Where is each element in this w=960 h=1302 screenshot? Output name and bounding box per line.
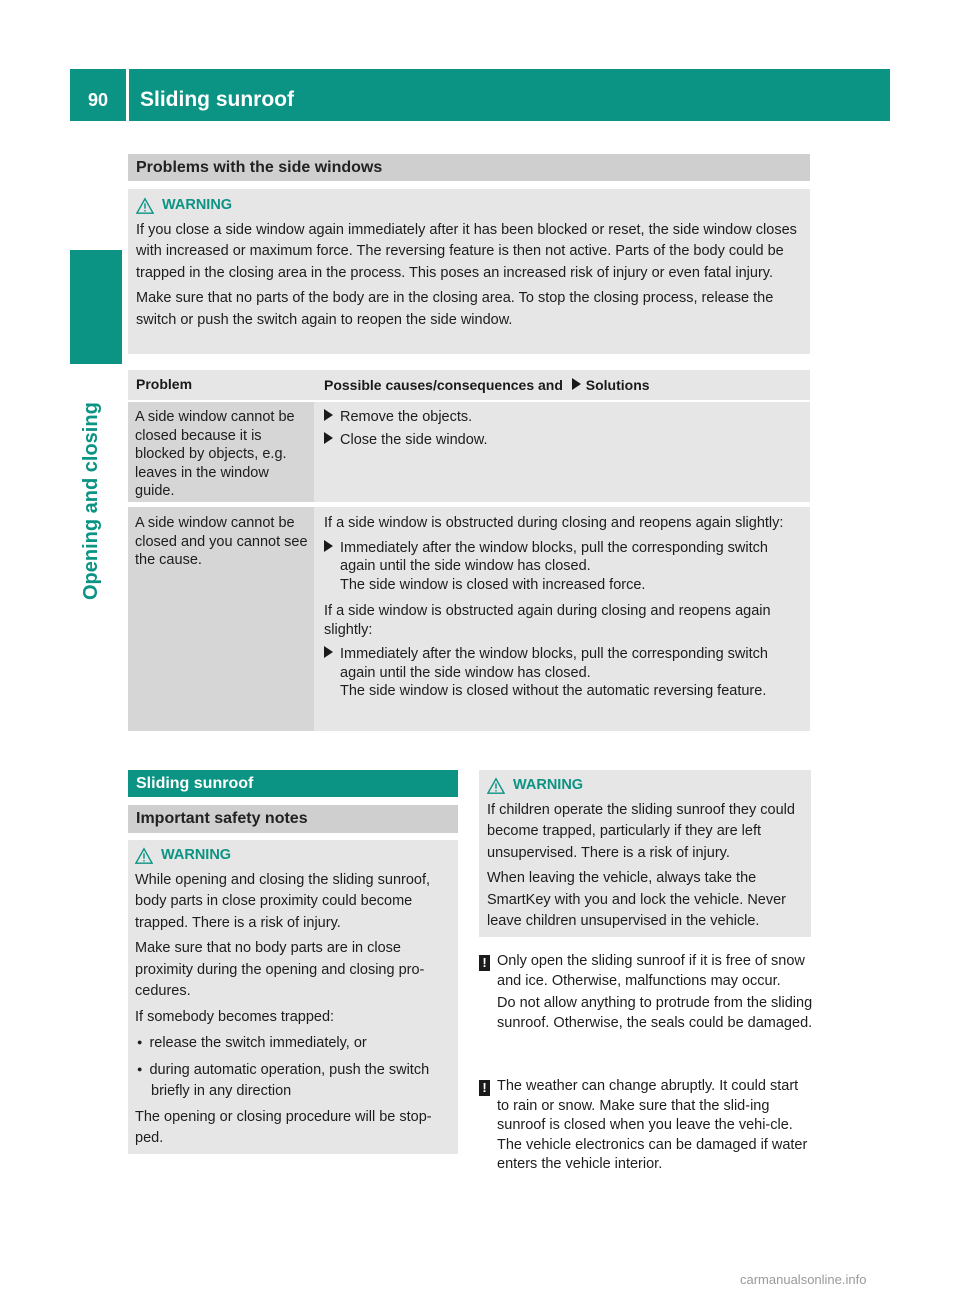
table-row1-problem <box>128 402 314 502</box>
arrow-icon <box>324 409 333 421</box>
table-row2-problem <box>128 507 314 731</box>
solution-step: Remove the objects. <box>324 408 802 427</box>
notice-snow-ice <box>479 952 813 1036</box>
warning-bullet: ● during automatic operation, push the switch briefly in any direction <box>135 1059 451 1103</box>
solution-step: Immediately after the window blocks, pull the corresponding switch again until the side window has closed. <box>324 539 804 576</box>
warning-text: The opening or closing procedure will be stop-ped. <box>135 1108 432 1146</box>
arrow-icon <box>324 646 333 658</box>
arrow-icon <box>572 378 581 390</box>
page-title: Sliding sunroof <box>140 88 294 111</box>
warning-label: WARNING <box>513 777 584 793</box>
warning-text: If you close a side window again immediately after it has been blocked or reset, the side window closes with increased or maximum force. The reversing feature is then not active. Parts of the body could be trapped in the closing area in the process. This poses an increased risk of injury or even fatal injury. <box>136 221 797 281</box>
warning-text: If somebody becomes trapped: <box>135 1008 335 1025</box>
header-divider <box>126 69 129 121</box>
problem-table-header <box>128 370 810 400</box>
section-heading-sliding-sunroof: Sliding sunroof <box>128 770 458 797</box>
notice-weather <box>479 1077 813 1178</box>
chapter-tab-marker <box>70 250 122 364</box>
arrow-icon <box>324 432 333 444</box>
warning-text: When leaving the vehicle, always take the SmartKey with you and lock the vehicle. Never leave children unsupervised in the vehicle. <box>487 870 786 929</box>
table-row1-solutions <box>314 402 810 502</box>
warning-label: WARNING <box>161 847 232 863</box>
section-heading-side-windows: Problems with the side windows <box>128 154 810 181</box>
warning-title <box>135 845 451 867</box>
exclamation-icon: ! <box>479 1080 490 1096</box>
notice-text: ! Only open the sliding sunroof if it is free of snow and ice. Otherwise, malfunctions may occur. <box>479 952 813 991</box>
solution-note: The side window is closed with increased force. <box>340 576 646 593</box>
table-header-solutions <box>324 377 650 393</box>
solution-step: Close the side window. <box>324 431 802 450</box>
table-header-causes: Possible causes/consequences and <box>324 377 563 393</box>
page-number: 90 <box>87 90 109 110</box>
warning-text: If children operate the sliding sunroof they could become trapped, particularly if they are left unsupervised. There is a risk of injury. <box>487 801 795 861</box>
table-row2-solutions <box>314 507 810 731</box>
solution-intro: If a side window is obstructed during closing and reopens again slightly: <box>324 515 784 531</box>
warning-triangle-icon <box>135 847 153 865</box>
problem-text: A side window cannot be closed because it is blocked by objects, e.g. leaves in the window guide. <box>135 409 295 499</box>
warning-title <box>487 775 803 797</box>
solution-step: Immediately after the window blocks, pull the corresponding switch again until the side window has closed. <box>324 645 804 682</box>
warning-box-sunroof <box>128 840 458 1154</box>
notice-text: Do not allow anything to protrude from the sliding sunroof. Otherwise, the seals could be damaged. <box>497 995 813 1031</box>
chapter-tab-label: Opening and closing <box>80 402 102 600</box>
exclamation-icon: ! <box>479 955 490 971</box>
page-header <box>70 69 890 121</box>
warning-text: While opening and closing the sliding sunroof, body parts in close proximity could become trapped. There is a risk of injury. <box>135 871 431 931</box>
warning-text: Make sure that no parts of the body are in the closing area. To stop the closing process, release the switch or push the switch again to reopen the side window. <box>136 290 774 328</box>
warning-triangle-icon <box>136 197 154 215</box>
solution-note: The side window is closed without the automatic reversing feature. <box>340 683 767 699</box>
warning-label: WARNING <box>162 197 233 213</box>
warning-triangle-icon <box>487 777 505 795</box>
warning-box-children <box>479 770 811 937</box>
warning-bullet: ● release the switch immediately, or <box>135 1032 451 1055</box>
table-header-problem: Problem <box>136 376 193 392</box>
arrow-icon <box>324 540 333 552</box>
table-header-solutions-label: Solutions <box>585 377 650 393</box>
solution-intro: If a side window is obstructed again during closing and reopens again slightly: <box>324 603 771 638</box>
notice-text: ! The weather can change abruptly. It could start to rain or snow. Make sure that the slid-ing sunroof is closed when you leave the vehi-cle. The vehicle electronics can be damaged if water enters the vehicle interior. <box>479 1077 813 1175</box>
warning-title <box>136 195 802 217</box>
subheading-safety-notes: Important safety notes <box>128 805 458 833</box>
problem-text: A side window cannot be closed and you cannot see the cause. <box>135 515 308 568</box>
warning-text: Make sure that no body parts are in close proximity during the opening and closing pro-cedures. <box>135 940 425 999</box>
watermark: carmanualsonline.info <box>740 1272 867 1287</box>
warning-box-side-windows <box>128 189 810 354</box>
